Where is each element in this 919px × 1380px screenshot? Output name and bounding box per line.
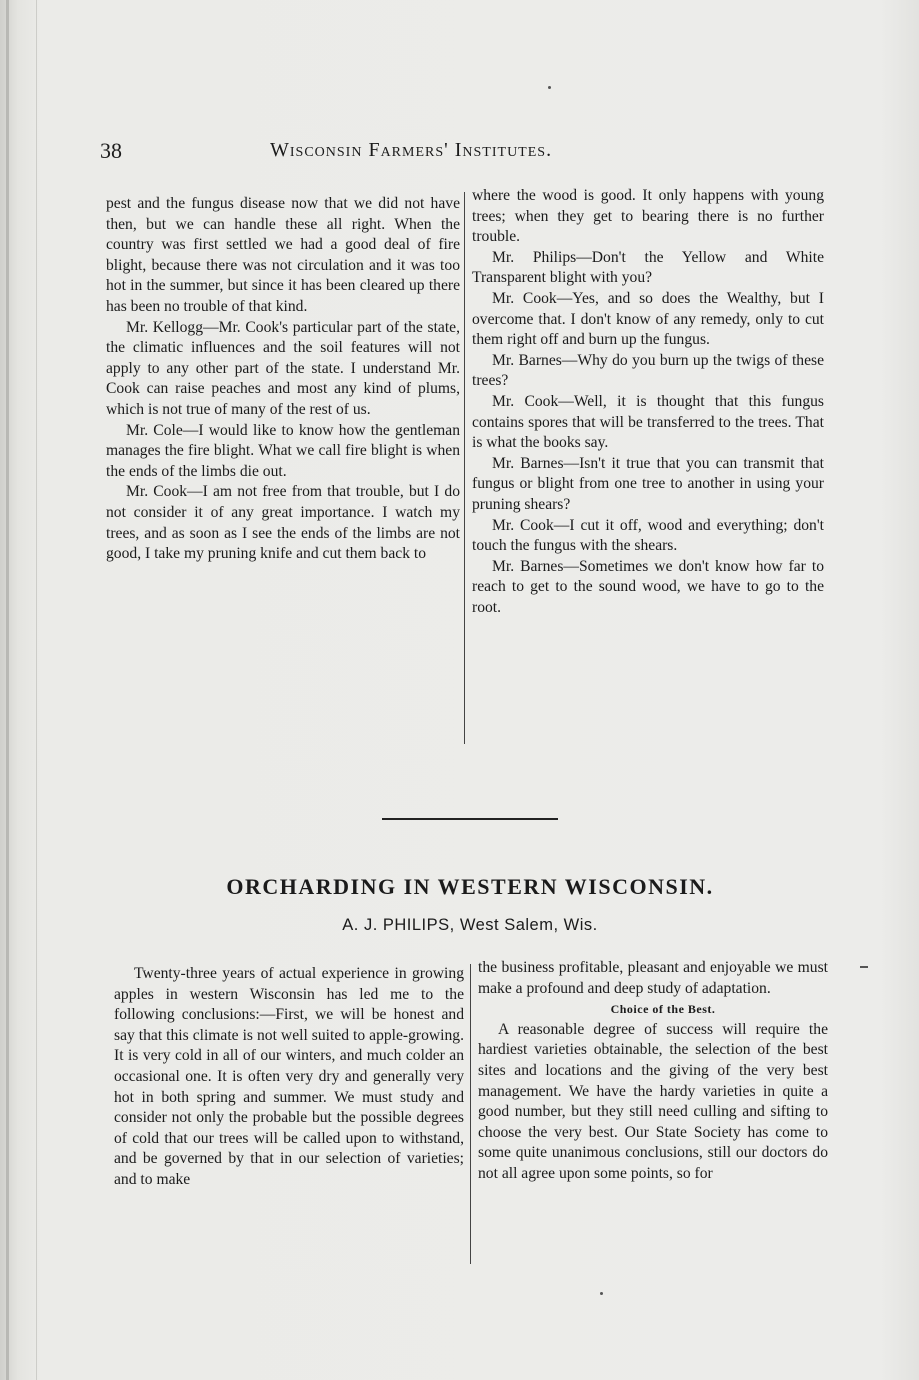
page-binding-edge bbox=[6, 0, 9, 1380]
article-byline: A. J. PHILIPS, West Salem, Wis. bbox=[342, 916, 598, 934]
running-header bbox=[100, 138, 820, 170]
paragraph: Mr. Philips—Don't the Yellow and White Transparent blight with you? bbox=[472, 248, 824, 287]
article-right-column bbox=[478, 958, 828, 1185]
paragraph: Mr. Barnes—Sometimes we don't know how far to reach to get to the sound wood, we have to go to the root. bbox=[472, 557, 824, 616]
top-left-column bbox=[106, 194, 460, 565]
section-separator-rule bbox=[382, 818, 558, 820]
paragraph: Mr. Cook—Well, it is thought that this fungus contains spores that will be transferred to the trees. That is what the books say. bbox=[472, 392, 824, 452]
print-speck bbox=[548, 86, 551, 89]
print-speck bbox=[860, 966, 868, 968]
column-divider bbox=[464, 192, 465, 744]
paragraph: Mr. Kellogg—Mr. Cook's particular part of the state, the climatic influences and the soil features will not apply to any other part of the state. I understand Mr. Cook can raise peaches and most any kind of plums, which is not true of many of the rest of us. bbox=[106, 318, 460, 418]
paragraph: Mr. Barnes—Isn't it true that you can transmit that fungus or blight from one tree to another in using your pruning shears? bbox=[472, 454, 824, 513]
paragraph: Mr. Cole—I would like to know how the gentleman manages the fire blight. What we call fire blight is when the ends of the limbs die out. bbox=[106, 421, 460, 480]
running-title: Wisconsin Farmers' Institutes. bbox=[270, 139, 553, 161]
paragraph: A reasonable degree of success will require the hardiest varieties obtainable, the selection of the best sites and locations and the giving of the very best management. We have the hardy varieties in quite a good number, but they still need culling and sifting to choose the very best. Our State Society has come to some quite unanimous conclusions, still our doctors do not all agree upon some points, so for bbox=[478, 1020, 828, 1182]
paragraph: Mr. Cook—Yes, and so does the Wealthy, but I overcome that. I don't know of any remedy, only to cut them right off and burn up the fungus. bbox=[472, 289, 824, 349]
paragraph: the business profitable, pleasant and enjoyable we must make a profound and deep study of adaptation. bbox=[478, 959, 828, 997]
paragraph: pest and the fungus disease now that we did not have then, but we can handle these all right. When the country was first settled we had a good deal of fire blight, because there was not circulation and it was too hot in the summer, but since it has been cleared up there has been no trouble of that kind. bbox=[106, 195, 460, 315]
page-fold-line bbox=[36, 0, 37, 1380]
paragraph: Twenty-three years of actual experience in growing apples in western Wisconsin has led me to the following conclusions:—First, we will be honest and say that this climate is not well suited to apple-growing. It is very cold in all of our winters, and much colder an occasional one. It is often very dry and generally very hot in both spring and summer. We must study and consider not only the probable but the possible degrees of cold that our trees will be called upon to withstand, and be governed by that in our selection of varieties; and to make bbox=[114, 965, 464, 1188]
article-left-column bbox=[114, 964, 464, 1191]
article-title: ORCHARDING IN WESTERN WISCONSIN. bbox=[226, 874, 714, 899]
section-subheading: Choice of the Best. bbox=[610, 1002, 716, 1017]
print-speck bbox=[600, 1292, 603, 1295]
paragraph: Mr. Cook—I am not free from that trouble, but I do not consider it of any great importance. I watch my trees, and as soon as I see the ends of the limbs are not good, I take my pruning knife and cut them back to bbox=[106, 483, 460, 563]
paragraph: where the wood is good. It only happens with young trees; when they get to bearing there is no further trouble. bbox=[472, 187, 824, 246]
paragraph: Mr. Cook—I cut it off, wood and everything; don't touch the fungus with the shears. bbox=[472, 516, 824, 555]
top-right-column bbox=[472, 186, 824, 618]
paragraph: Mr. Barnes—Why do you burn up the twigs of these trees? bbox=[472, 351, 824, 390]
column-divider bbox=[470, 964, 471, 1264]
page-number: 38 bbox=[100, 138, 122, 163]
